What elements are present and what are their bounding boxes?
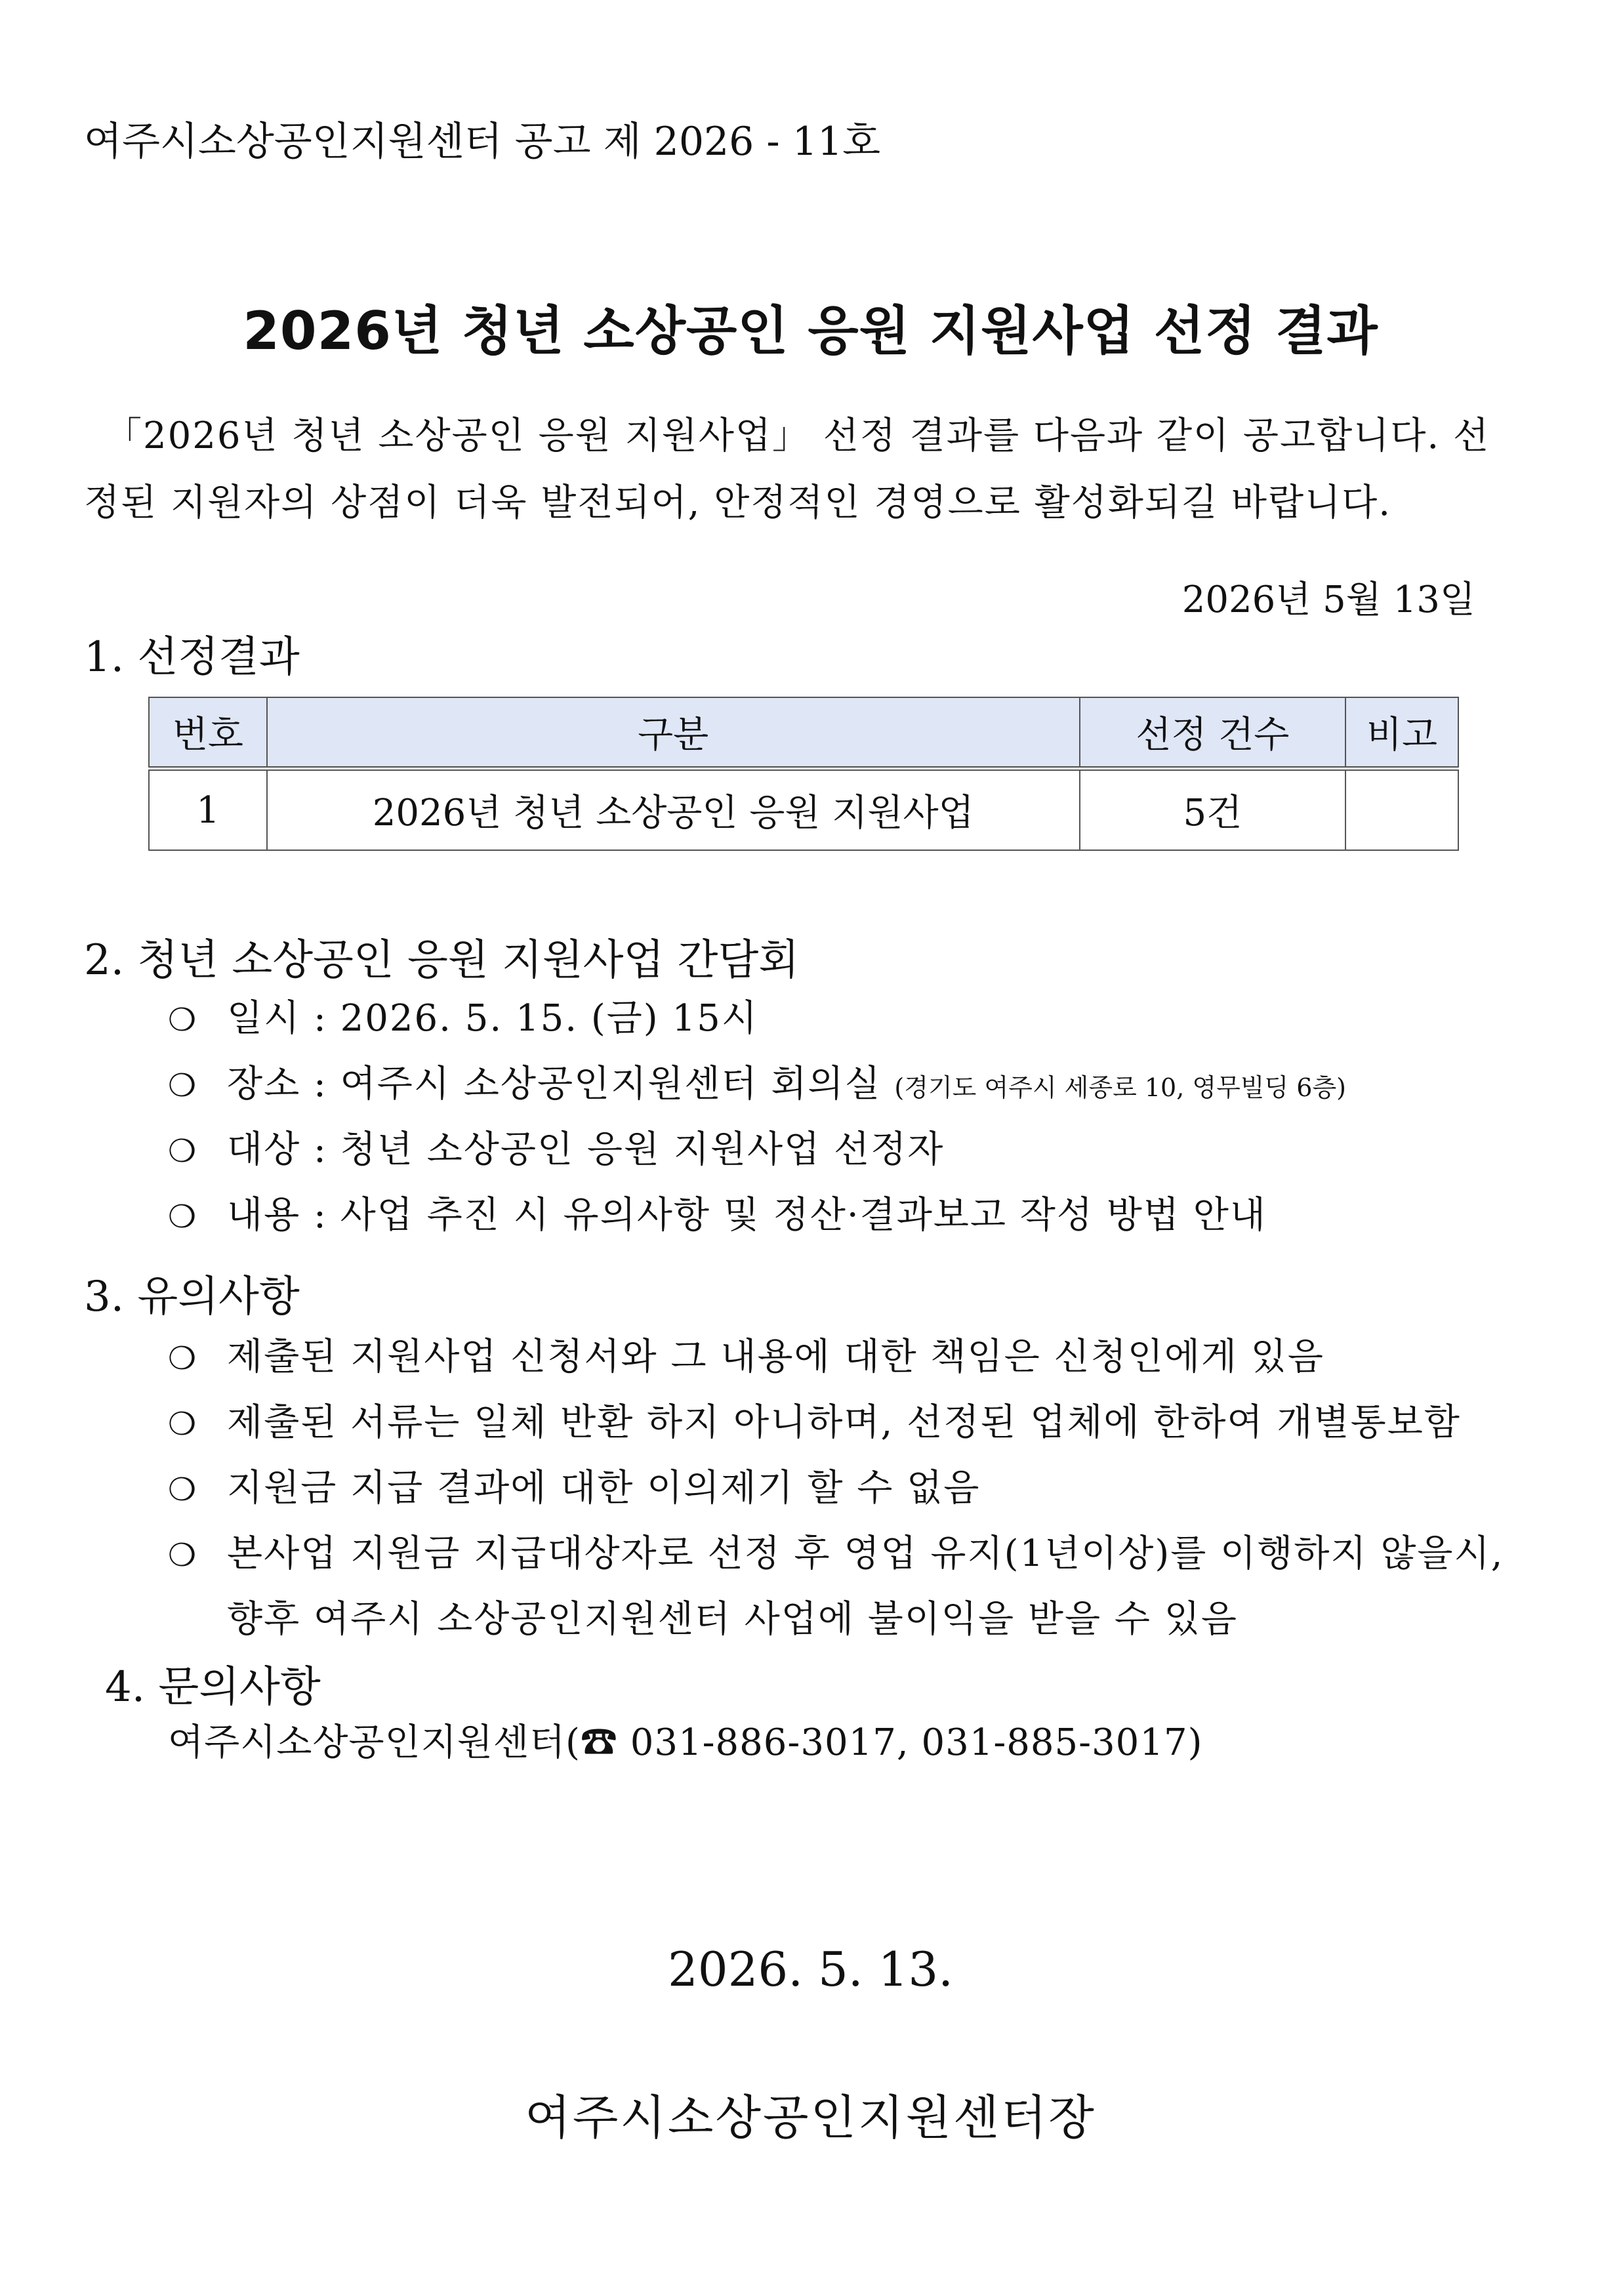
circle-bullet-icon: ❍	[168, 1340, 198, 1377]
table-header-row	[149, 697, 1458, 769]
cell-note	[1345, 769, 1458, 851]
list-item	[168, 1055, 1346, 1107]
notice-number: 여주시소상공인지원센터 공고 제 2026 - 11호	[84, 119, 881, 165]
section-2-heading: 2. 청년 소상공인 응원 지원사업 간담회	[84, 936, 800, 985]
list-item	[168, 1186, 1267, 1239]
notice-item-text: 제출된 지원사업 신청서와 그 내용에 대한 책임은 신청인에게 있음	[227, 1336, 1324, 1378]
cell-count: 5건	[1080, 769, 1346, 851]
cell-category: 2026년 청년 소상공인 응원 지원사업	[267, 769, 1080, 851]
meeting-content: 내용 : 사업 추진 시 유의사항 및 정산·결과보고 작성 방법 안내	[227, 1194, 1267, 1237]
section-1-heading: 1. 선정결과	[84, 633, 300, 682]
header-number: 번호	[149, 697, 267, 769]
list-item	[168, 1328, 1324, 1380]
footer-date: 2026. 5. 13.	[667, 1942, 954, 1997]
circle-bullet-icon: ❍	[168, 1133, 198, 1170]
cell-number: 1	[149, 769, 267, 851]
list-item	[168, 989, 758, 1042]
header-category: 구분	[267, 697, 1080, 769]
section-3-heading: 3. 유의사항	[84, 1273, 300, 1321]
selection-results-table	[148, 697, 1459, 851]
contact-info: 여주시소상공인지원센터(☎ 031-886-3017, 031-885-3017)	[168, 1721, 1203, 1764]
document-title: 2026년 청년 소상공인 응원 지원사업 선정 결과	[243, 300, 1378, 361]
meeting-target: 대상 : 청년 소상공인 응원 지원사업 선정자	[227, 1128, 945, 1171]
circle-bullet-icon: ❍	[168, 1537, 198, 1574]
notice-item-text: 지원금 지급 결과에 대한 이의제기 할 수 없음	[227, 1467, 981, 1509]
list-item	[168, 1393, 1461, 1446]
footer-organization: 여주시소상공인지원센터장	[525, 2090, 1096, 2145]
notice-item-text: 본사업 지원금 지급대상자로 선정 후 영업 유지(1년이상)를 이행하지 않을시,	[227, 1532, 1504, 1575]
circle-bullet-icon: ❍	[168, 1406, 198, 1443]
circle-bullet-icon: ❍	[168, 1002, 198, 1038]
circle-bullet-icon: ❍	[168, 1471, 198, 1508]
list-item	[168, 1120, 944, 1173]
meeting-location: 장소 : 여주시 소상공인지원센터 회의실	[227, 1063, 882, 1105]
notice-item-continuation: 향후 여주시 소상공인지원센터 사업에 불이익을 받을 수 있음	[227, 1598, 1239, 1641]
circle-bullet-icon: ❍	[168, 1067, 198, 1104]
table-row	[149, 769, 1458, 851]
section-4-heading: 4. 문의사항	[105, 1663, 321, 1712]
list-item	[168, 1525, 1504, 1577]
header-count: 선정 건수	[1080, 697, 1346, 769]
meeting-address: (경기도 여주시 세종로 10, 영무빌딩 6층)	[894, 1073, 1346, 1102]
intro-line-1: 「2026년 청년 소상공인 응원 지원사업」 선정 결과를 다음과 같이 공고합니다. 선	[105, 415, 1490, 457]
header-note: 비고	[1345, 697, 1458, 769]
circle-bullet-icon: ❍	[168, 1199, 198, 1235]
meeting-datetime: 일시 : 2026. 5. 15. (금) 15시	[227, 997, 758, 1040]
intro-line-2: 정된 지원자의 상점이 더욱 발전되어, 안정적인 경영으로 활성화되길 바랍니다.	[84, 482, 1392, 524]
notice-item-text: 제출된 서류는 일체 반환 하지 아니하며, 선정된 업체에 한하여 개별통보함	[227, 1401, 1461, 1444]
announcement-date: 2026년 5월 13일	[1181, 579, 1475, 621]
list-item	[168, 1459, 980, 1511]
